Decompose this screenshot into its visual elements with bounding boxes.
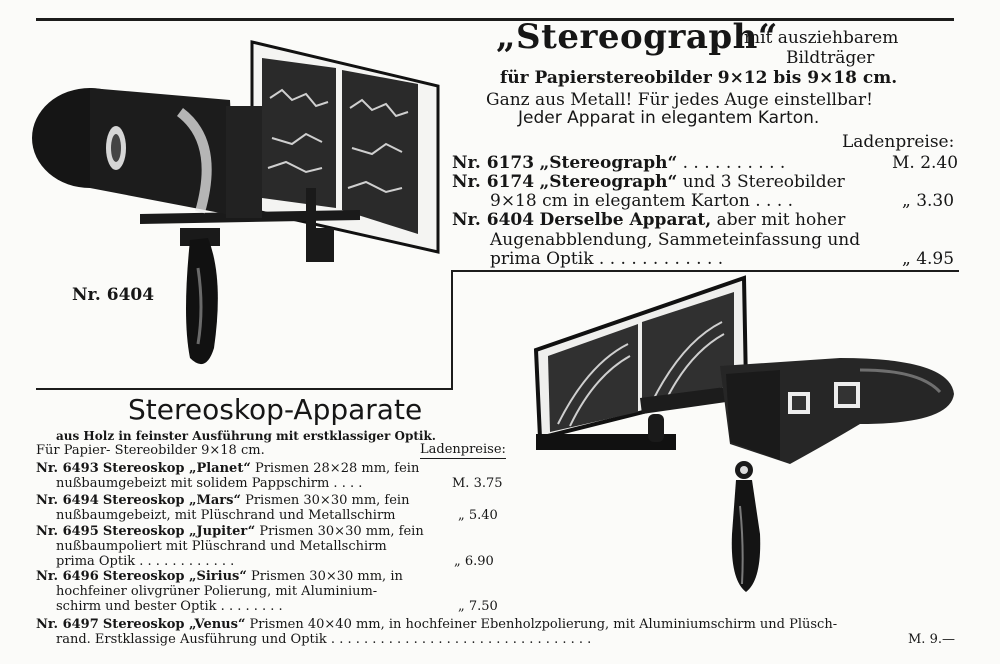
item-desc-line-2: Augenabblendung, Sammeteinfassung und (490, 230, 861, 250)
item-number: Nr. 6494 (36, 493, 99, 508)
ladenpreise-underline (420, 458, 506, 459)
item-number: Nr. 6404 (452, 210, 535, 230)
stereograph-line-1: für Papierstereobilder 9×12 bis 9×18 cm. (500, 68, 898, 88)
ladenpreise-heading: Ladenpreise: (420, 442, 506, 457)
item-desc-line-3: prima Optik . . . . . . . . . . . . (56, 554, 235, 569)
item-number: Nr. 6497 (36, 617, 99, 632)
stereograph-subtitle-1: mit ausziehbarem (744, 28, 899, 48)
item-price: „ 3.30 (902, 191, 955, 211)
list-item (36, 570, 403, 583)
item-price: „ 7.50 (458, 599, 498, 614)
item-desc-line-2: hochfeiner olivgrüner Polierung, mit Aluminium- (56, 584, 378, 599)
list-item (452, 174, 845, 191)
item-desc-line-2: nußbaumgebeizt mit solidem Pappschirm . . . . (56, 476, 363, 491)
viewer-handle (732, 461, 760, 592)
item-desc: . . . . . . . . . . (677, 153, 786, 173)
item-name: Stereoskop „Venus“ (102, 617, 246, 632)
list-item (452, 155, 785, 172)
item-desc-line-2: nußbaumpoliert mit Plüschrand und Metallschirm (56, 539, 387, 554)
figure-divider-vertical (451, 272, 453, 390)
top-rule (36, 18, 954, 21)
stereoskop-subtitle: aus Holz in feinster Ausführung mit erstklassiger Optik. (56, 429, 436, 443)
stereograph-line-3: Jeder Apparat in elegantem Karton. (518, 108, 820, 128)
item-name: Stereoskop „Jupiter“ (102, 524, 256, 539)
list-item (36, 525, 424, 538)
item-desc: Prismen 30×30 mm, fein (240, 493, 410, 508)
list-item (36, 462, 419, 475)
list-item (36, 618, 837, 631)
item-name: Stereoskop „Planet“ (102, 461, 251, 476)
item-name: Stereoskop „Mars“ (102, 493, 241, 508)
item-number: Nr. 6493 (36, 461, 99, 476)
stereograph-line-2: Ganz aus Metall! Für jedes Auge einstellbar! (486, 90, 873, 110)
item-desc: Prismen 40×40 mm, in hochfeiner Ebenholzpolierung, mit Aluminiumschirm und Plüsch- (245, 617, 838, 632)
list-item (36, 494, 409, 507)
figure-caption-6404: Nr. 6404 (72, 285, 155, 305)
stereograph-bottom-rule (451, 270, 959, 272)
item-desc: Prismen 30×30 mm, in (246, 569, 403, 584)
viewer-hood (720, 358, 954, 464)
item-price: M. 2.40 (892, 153, 959, 173)
item-number: Nr. 6174 (452, 172, 535, 192)
stereograph-illustration (30, 38, 450, 378)
stereograph-title: „Stereograph“ (496, 17, 778, 57)
item-desc-line-3: prima Optik . . . . . . . . . . . . (490, 249, 724, 269)
item-number: Nr. 6496 (36, 569, 99, 584)
item-number: Nr. 6173 (452, 153, 535, 173)
item-desc-line-3: schirm und bester Optik . . . . . . . . (56, 599, 283, 614)
item-name: „Stereograph“ (539, 153, 678, 173)
item-price: M. 9.— (908, 632, 955, 647)
item-price: „ 6.90 (454, 554, 494, 569)
viewer-handle (180, 228, 220, 364)
stereoskop-for-line: Für Papier- Stereobilder 9×18 cm. (36, 443, 265, 458)
item-desc: und 3 Stereobilder (677, 172, 845, 192)
viewer-hood (32, 88, 262, 218)
ladenpreise-heading: Ladenpreise: (842, 132, 955, 152)
left-section-rule (36, 388, 453, 390)
item-desc: Prismen 28×28 mm, fein (250, 461, 420, 476)
stereoskop-title: Stereoskop-Apparate (128, 393, 423, 426)
list-item (452, 212, 845, 229)
item-desc: aber mit hoher (711, 210, 846, 230)
stereoskop-illustration (530, 274, 970, 600)
item-price: M. 3.75 (452, 476, 503, 491)
item-desc-line-2: 9×18 cm in elegantem Karton . . . . (490, 191, 794, 211)
item-number: Nr. 6495 (36, 524, 99, 539)
item-price: „ 4.95 (902, 249, 955, 269)
item-name: Derselbe Apparat, (539, 210, 712, 230)
item-desc: Prismen 30×30 mm, fein (255, 524, 424, 539)
item-price: „ 5.40 (458, 508, 498, 523)
item-name: „Stereograph“ (539, 172, 678, 192)
item-desc-line-2: rand. Erstklassige Ausführung und Optik . . . . . . . . . . . . . . . . . . . . . . . . . . . . . . . . (56, 632, 592, 647)
item-desc-line-2: nußbaumgebeizt, mit Plüschrand und Metallschirm (56, 508, 396, 523)
stereograph-subtitle-2: Bildträger (786, 48, 875, 68)
item-name: Stereoskop „Sirius“ (102, 569, 247, 584)
stereo-card (536, 278, 746, 450)
